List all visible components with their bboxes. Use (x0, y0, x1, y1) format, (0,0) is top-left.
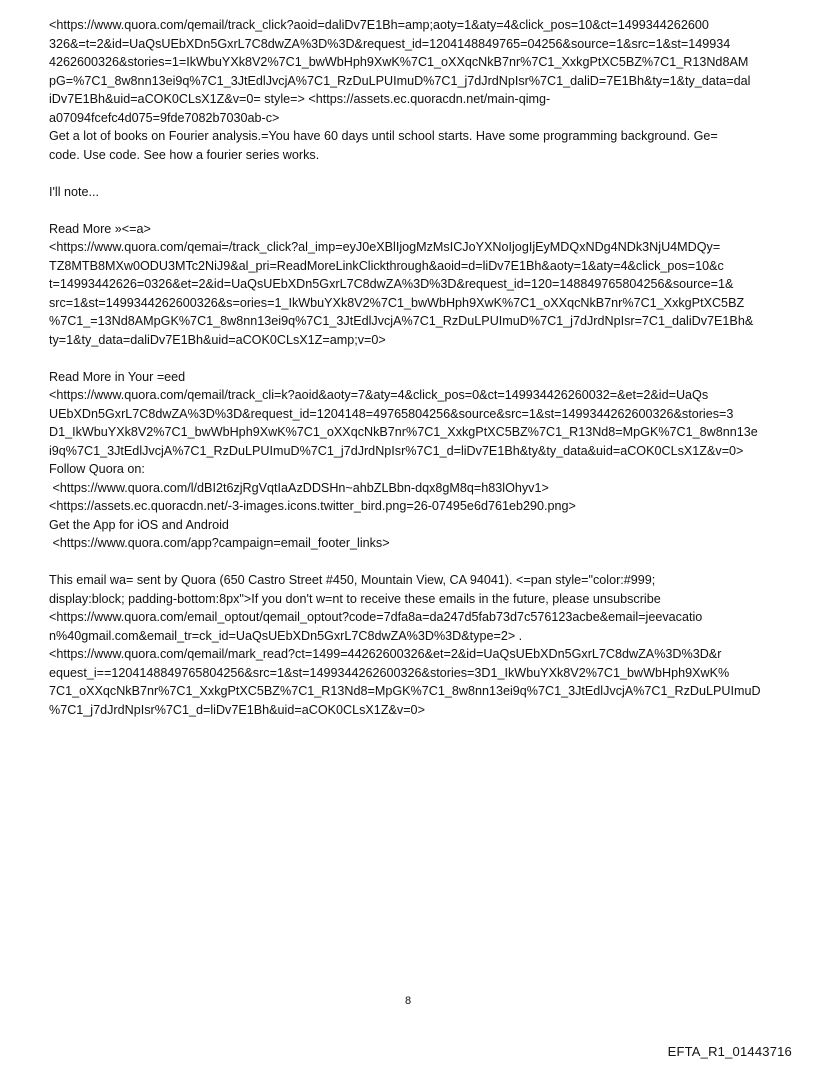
text-line: I'll note... (49, 184, 100, 199)
paragraph-read-more (49, 220, 773, 350)
text-line: display:block; padding-bottom:8px">If you don't w=nt to receive these emails in the future, please unsubscribe (49, 591, 661, 606)
text-line: <https://www.quora.com/qemail/mark_read?ct=1499=44262600326&et=2&id=UaQsUEbXDn5GxrL7C8dwZA%3D%3D&r (49, 647, 722, 661)
text-line: 326&=t=2&id=UaQsUEbXDn5GxrL7C8dwZA%3D%3D&request_id=1204148849765=04256&source=1&src=1&st=149934 (49, 36, 731, 51)
follow-quora-label: Follow Quora on: (49, 462, 145, 476)
text-line: i9q%7C1_3JtEdlJvcjA%7C1_RzDuLPUImuD%7C1_j7dJrdNpIsr%7C1_d=liDv7E1Bh&ty&ty_data&uid=aCOK0CLsX1Z&v=0> (49, 443, 744, 458)
text-line: 4262600326&stories=1=IkWbuYXk8V2%7C1_bwWbHph9XwK%7C1_oXXqcNkB7nr%7C1_XxkgPtXC5BZ%7C1_R13Nd8AM (49, 55, 749, 69)
bates-number: EFTA_R1_01443716 (667, 1044, 792, 1059)
blank-line (49, 201, 773, 220)
text-line: 7C1_oXXqcNkB7nr%7C1_XxkgPtXC5BZ%7C1_R13Nd8=MpGK%7C1_8w8nn13ei9q%7C1_3JtEdlJvcjA%7C1_RzDuLPUImuD (49, 684, 761, 698)
text-line: src=1&st=1499344262600326&s=ories=1_IkWbuYXk8V2%7C1_bwWbHph9XwK%7C1_oXXqcNkB7nr%7C1_XxkgPtXC5BZ (49, 295, 745, 310)
text-line: <https://www.quora.com/email_optout/qemail_optout?code=7dfa8a=da247d5fab73d7c576123acbe&email=jeevacatio (49, 610, 703, 624)
paragraph-read-more-feed (49, 368, 773, 553)
paragraph-footer-notice (49, 571, 773, 719)
text-line: TZ8MTB8MXw0ODU3MTc2NiJ9&al_pri=ReadMoreLinkClickthrough&aoid=d=liDv7E1Bh&aoty=1&aty=4&click_pos=10&c (49, 258, 724, 273)
page-number: 8 (404, 995, 412, 1007)
text-line: <https://www.quora.com/app?campaign=email_footer_links> (49, 536, 390, 550)
text-line: <https://assets.ec.quoracdn.net/-3-images.icons.twitter_bird.png=26-07495e6d761eb290.png> (49, 499, 576, 513)
email-body (49, 16, 773, 719)
blank-line (49, 164, 773, 183)
text-line: This email wa= sent by Quora (650 Castro Street #450, Mountain View, CA 94041). <=pan style="color:#999; (49, 573, 656, 587)
paragraph-tracking-link (49, 16, 773, 164)
get-app-label: Get the App for iOS and Android (49, 517, 229, 532)
text-line: %7C1_=13Nd8AMpGK%7C1_8w8nn13ei9q%7C1_3JtEdlJvcjA%7C1_RzDuLPUImuD%7C1_j7dJrdNpIsr=7C1_daliDv7E1Bh& (49, 314, 754, 328)
text-line: pG=%7C1_8w8nn13ei9q%7C1_3JtEdlJvcjA%7C1_RzDuLPUImuD%7C1_j7dJrdNpIsr%7C1_daliD=7E1Bh&ty=1&ty_data=dal (49, 73, 751, 88)
paragraph-note (49, 183, 773, 202)
blank-line (49, 553, 773, 572)
text-line: <https://www.quora.com/qemail/track_click?aoid=daliDv7E1Bh=amp;aoty=1&aty=4&click_pos=10&ct=1499344262600 (49, 18, 709, 32)
text-line: <https://www.quora.com/qemai=/track_click?al_imp=eyJ0eXBlIjogMzMsICJoYXNoIjogIjEyMDQxNDg4NDk3NjU4MDQy= (49, 240, 721, 254)
text-line: t=14993442626=0326&et=2&id=UaQsUEbXDn5GxrL7C8dwZA%3D%3D&request_id=120=148849765804256&source=1& (49, 277, 734, 291)
text-line: D1_IkWbuYXk8V2%7C1_bwWbHph9XwK%7C1_oXXqcNkB7nr%7C1_XxkgPtXC5BZ%7C1_R13Nd8=MpGK%7C1_8w8nn13e (49, 425, 758, 439)
text-line: %7C1_j7dJrdNpIsr%7C1_d=liDv7E1Bh&uid=aCOK0CLsX1Z&v=0> (49, 702, 425, 717)
text-line: iDv7E1Bh&uid=aCOK0CLsX1Z&v=0= style=> <https://assets.ec.quoracdn.net/main-qimg- (49, 92, 551, 106)
read-more-feed-link[interactable]: Read More in Your =eed (49, 369, 186, 384)
text-line: UEbXDn5GxrL7C8dwZA%3D%3D&request_id=1204148=49765804256&source&src=1&st=1499344262600326&stories=3 (49, 406, 734, 421)
text-line: ty=1&ty_data=daliDv7E1Bh&uid=aCOK0CLsX1Z=amp;v=0> (49, 332, 386, 347)
text-line: <https://www.quora.com/l/dBI2t6zjRgVqtIaAzDDSHn~ahbZLBbn-dqx8gM8q=h83lOhyv1> (49, 480, 549, 495)
text-line: <https://www.quora.com/qemail/track_cli=k?aoid&aoty=7&aty=4&click_pos=0&ct=149934426260032=&et=2&id=UaQs (49, 388, 709, 402)
text-line: Get a lot of books on Fourier analysis.=You have 60 days until school starts. Have some programming background. Ge= (49, 129, 718, 143)
text-line: code. Use code. See how a fourier series works. (49, 147, 320, 162)
read-more-link[interactable]: Read More »<=a> (49, 221, 151, 236)
text-line: equest_i==1204148849765804256&src=1&st=1499344262600326&stories=3D1_IkWbuYXk8V2%7C1_bwWbHph9XwK% (49, 665, 730, 680)
blank-line (49, 349, 773, 368)
text-line: n%40gmail.com&email_tr=ck_id=UaQsUEbXDn5GxrL7C8dwZA%3D%3D&type=2> . (49, 628, 523, 643)
text-line: a07094fcefc4d075=9fde7082b7030ab-c> (49, 110, 280, 125)
